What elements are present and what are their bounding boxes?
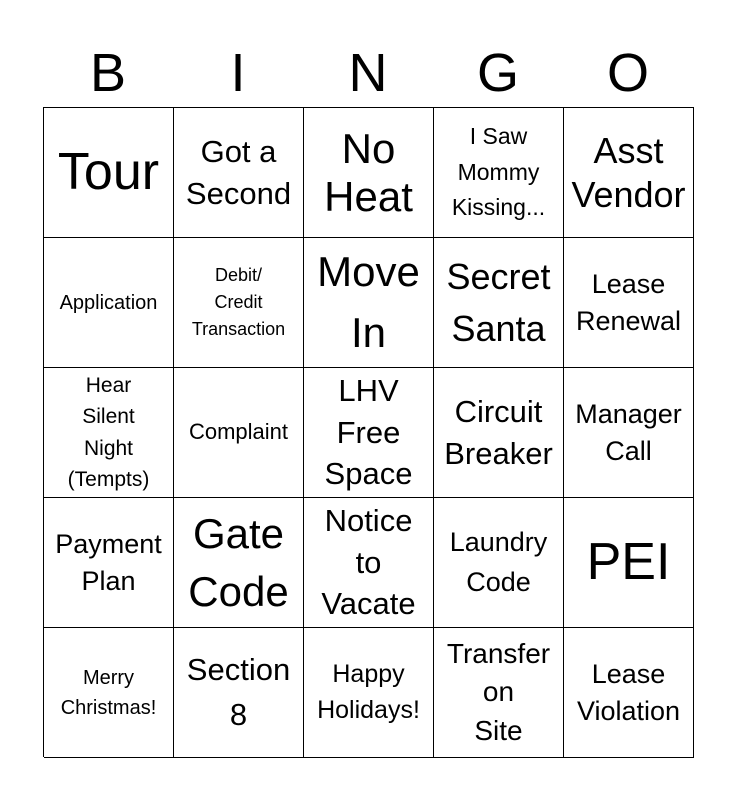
bingo-cell[interactable]: [564, 238, 694, 368]
bingo-cell[interactable]: [434, 498, 564, 628]
cell-label: LHV Free Space: [324, 372, 413, 492]
bingo-cell[interactable]: [44, 628, 174, 758]
cell-label: Notice to Vacate: [321, 502, 416, 622]
bingo-cell[interactable]: [564, 108, 694, 238]
bingo-cell[interactable]: [434, 368, 564, 498]
bingo-cell[interactable]: [174, 628, 304, 758]
header-letter-o: O: [606, 43, 649, 103]
bingo-cell[interactable]: [304, 368, 434, 498]
bingo-cell[interactable]: [44, 368, 174, 498]
cell-label: Payment Plan: [55, 529, 162, 596]
cell-label: Debit/ Credit Transaction: [191, 265, 286, 339]
bingo-cell[interactable]: [44, 108, 174, 238]
header-letter-g: G: [476, 43, 519, 103]
header-letter-i: I: [230, 43, 246, 103]
cell-label: Secret Santa: [446, 256, 551, 349]
cell-label: No Heat: [324, 125, 413, 220]
bingo-cell[interactable]: [174, 108, 304, 238]
cell-label: Got a Second: [185, 133, 292, 211]
cell-label: Lease Violation: [576, 659, 681, 726]
bingo-cell[interactable]: [304, 498, 434, 628]
cell-label: Laundry Code: [449, 526, 548, 597]
bingo-cell[interactable]: [434, 628, 564, 758]
header-letter-n: N: [348, 43, 388, 103]
bingo-cell[interactable]: [174, 368, 304, 498]
cell-label: Manager Call: [575, 399, 682, 466]
bingo-cell[interactable]: [304, 108, 434, 238]
bingo-cell[interactable]: [564, 628, 694, 758]
bingo-cell[interactable]: [304, 238, 434, 368]
bingo-cell[interactable]: [564, 368, 694, 498]
cell-label: Gate Code: [188, 509, 289, 615]
bingo-cell[interactable]: [304, 628, 434, 758]
cell-label: Hear Silent Night (Tempts): [67, 374, 150, 491]
bingo-cell[interactable]: [44, 498, 174, 628]
bingo-cell[interactable]: [434, 108, 564, 238]
cell-label: PEI: [586, 533, 671, 592]
cell-label: Circuit Breaker: [444, 393, 553, 471]
cell-label: Complaint: [188, 419, 289, 445]
cell-label: Transfer on Site: [446, 638, 551, 746]
cell-label: Move In: [317, 247, 420, 356]
bingo-cell[interactable]: [44, 238, 174, 368]
cell-label: Application: [59, 291, 158, 314]
cell-label: Merry Christmas!: [60, 666, 157, 719]
cell-label: Tour: [57, 143, 160, 202]
cell-label: Asst Vendor: [571, 130, 686, 215]
cell-label: I Saw Mommy Kissing...: [451, 123, 546, 221]
cell-label: Lease Renewal: [575, 269, 682, 336]
bingo-cell[interactable]: [564, 498, 694, 628]
bingo-header: [43, 40, 693, 106]
header-letter-b: B: [89, 43, 127, 103]
bingo-card: [43, 107, 694, 757]
cell-label: Happy Holidays!: [317, 660, 420, 724]
bingo-cell[interactable]: [174, 238, 304, 368]
bingo-cell[interactable]: [174, 498, 304, 628]
bingo-cell[interactable]: [434, 238, 564, 368]
cell-label: Section 8: [186, 652, 291, 732]
